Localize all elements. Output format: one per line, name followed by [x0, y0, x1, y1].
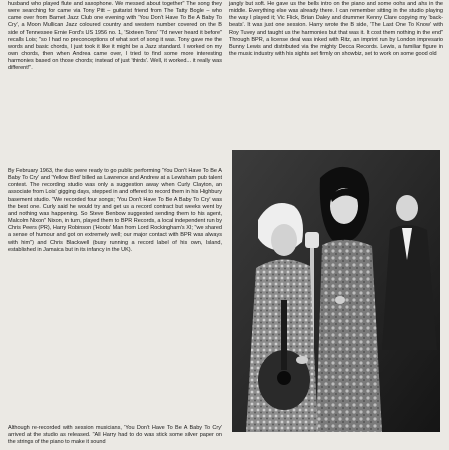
- paragraph-2: By February 1963, the duo were ready to go public performing 'You Don't Have To Be A Baby To Cry' and 'Yellow Bird' billed as Lawrence and Andrew at a Lewisham pub talent contest. The recording studio was only a suggestion away when Curly Clayton, an associate from Lois' gigging days, stepped in and offered to record them in his Highbury basement studio. "We recorded four songs; 'You Don't Have To Be A Baby To Cry' was the best one. Curly said he would try and get us a record contract but weeks went by and nothing was happening. So Steve Benbow suggested sending them to his agent, Malcolm Nixon" Nixon, in turn, played them to BPR Records, a local independent run by Chris Peers (PR), Harry Robinson ('Hoots' Man from Lord Rockingham's XI; "we shared a sense of humour and got on extremely well; our major contact with BPR was always with him") and Chris Blackwell (busy running a record label of his own, Island, established in Jamaica but in its infancy in the UK).: [8, 168, 222, 253]
- paragraph-right-1: jangly but soft. He gave us the bells intro on the piano and some oohs and ahs in the middle. Everything else was already there. I can remember sitting in the studio playing the way I played it; Vic Flick, Brian Daley and drummer Kenny Clare copying my 'back-beats'. It was just one session. Harry wrote the B side, 'The Last One To Know' with Roy Tuvey and taught us the harmonies but that was it. It cost them nothing in the end" Through BPR, a license deal was inked with Ritz, an imprint run by London impresario Bunny Lewis and distributed via the mighty Decca Records. Lewis, a familiar figure in the music industry with his sights set firmly on showbiz, set to work on some good old: [229, 1, 443, 58]
- left-text-column: [8, 1, 222, 261]
- paragraph-3: Although re-recorded with session musicians, 'You Don't Have To Be A Baby To Cry' arrived at the studio as released. "All Harry had to do was stick some silver paper on the strings of the piano to make it sound: [8, 425, 222, 446]
- paragraph-1: husband who played flute and saxophone. We messed about together" The song they were searching for came via Tony Pitt – guitarist friend from The Tatty Bogle – who came over from Barnet Jazz Club one evening with 'You Don't Have To Be A Baby To Cry', a Moon Mullican Jazz coloured country and western number covered on the B side of Tennessee Ernie Ford's US 1956 no. 1, 'Sixteen Tons' "I'd never heard it before" recalls Lois; "so I had no preconceptions of what sort of song it was. Tony gave me the words and basic chords, I just took it like it might be a Jazz standard. I worked on my own chords, then when Andrea came over, I tried to find some more interesting harmonies based on those chords; instead of just 'thirds'. Well, it worked... it really was different!".: [8, 1, 222, 72]
- right-text-column: [229, 1, 443, 65]
- band-photo: [232, 150, 440, 432]
